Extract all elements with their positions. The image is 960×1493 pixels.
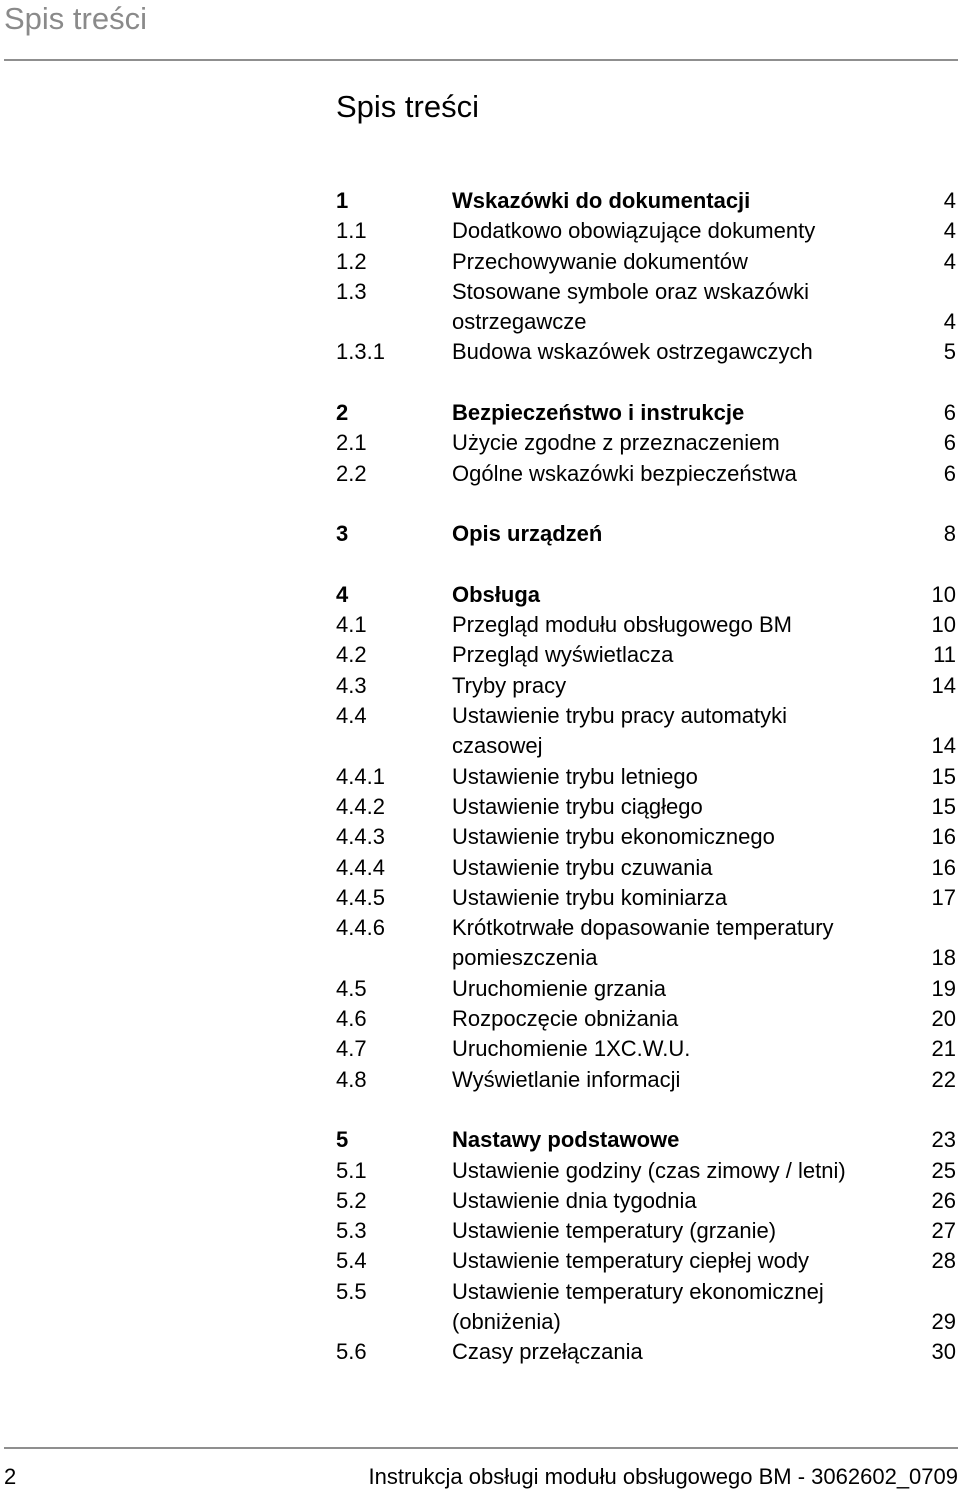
table-of-contents <box>336 186 960 1368</box>
toc-entry-title: Ustawienie godziny (czas zimowy / letni) <box>452 1157 846 1183</box>
toc-entry-title: Wskazówki do dokumentacji <box>452 188 751 213</box>
toc-entry-page: 14 <box>931 733 956 759</box>
toc-entry-row[interactable] <box>336 943 960 973</box>
toc-spacer <box>336 550 960 580</box>
toc-entry-number: 4.4.3 <box>336 824 385 850</box>
toc-entry-number: 4.6 <box>336 1006 367 1032</box>
toc-entry-title: Przegląd wyświetlacza <box>452 642 674 668</box>
toc-entry-number: 5.1 <box>336 1157 367 1183</box>
toc-entry-title: Dodatkowo obowiązujące dokumenty <box>452 218 816 244</box>
toc-entry-page: 6 <box>943 430 956 456</box>
toc-entry-page: 14 <box>931 672 956 698</box>
toc-chapter-row[interactable] <box>336 580 960 610</box>
toc-entry-page: 30 <box>931 1339 956 1365</box>
toc-entry-title: Ustawienie trybu kominiarza <box>452 884 728 910</box>
toc-entry-row[interactable] <box>336 822 960 852</box>
toc-entry-number: 1.3 <box>336 278 367 304</box>
toc-entry-title: Ustawienie trybu czuwania <box>452 854 713 880</box>
toc-entry-row[interactable] <box>336 1065 960 1095</box>
toc-entry-title: Ustawienie temperatury ekonomicznej <box>452 1278 824 1304</box>
toc-entry-number: 1 <box>336 188 349 213</box>
toc-spacer <box>336 1095 960 1125</box>
page-title: Spis treści <box>336 89 479 124</box>
toc-entry-number: 5.6 <box>336 1339 367 1365</box>
toc-spacer <box>336 368 960 398</box>
toc-entry-title: Krótkotrwałe dopasowanie temperatury <box>452 915 834 941</box>
toc-entry-row[interactable] <box>336 792 960 822</box>
toc-entry-title: ostrzegawcze <box>452 309 587 335</box>
toc-entry-number: 1.2 <box>336 248 367 274</box>
toc-entry-row[interactable] <box>336 1034 960 1064</box>
toc-entry-title: Uruchomienie 1XC.W.U. <box>452 1036 691 1062</box>
toc-entry-row[interactable] <box>336 731 960 761</box>
toc-entry-title: Ustawienie trybu ekonomicznego <box>452 824 775 850</box>
toc-entry-title: Ustawienie dnia tygodnia <box>452 1187 697 1213</box>
toc-entry-number: 5 <box>336 1127 349 1153</box>
toc-entry-number: 2.2 <box>336 460 367 486</box>
toc-entry-page: 27 <box>931 1218 956 1244</box>
running-header-title: Spis treści <box>4 1 147 36</box>
toc-entry-row[interactable] <box>336 883 960 913</box>
toc-entry-page: 4 <box>943 248 956 274</box>
toc-entry-title: (obniżenia) <box>452 1308 561 1334</box>
footer-document-title: Instrukcja obsługi modułu obsługowego BM - 3062602_0709 <box>368 1464 958 1489</box>
toc-entry-page: 11 <box>933 642 956 668</box>
toc-entry-row[interactable] <box>336 1156 960 1186</box>
toc-entry-title: Ustawienie trybu letniego <box>452 763 698 789</box>
toc-spacer <box>336 489 960 519</box>
toc-entry-number: 4.3 <box>336 672 367 698</box>
toc-entry-row[interactable] <box>336 853 960 883</box>
toc-entry-number: 5.2 <box>336 1187 367 1213</box>
toc-entry-row[interactable] <box>336 459 960 489</box>
toc-entry-page: 10 <box>931 612 956 638</box>
toc-entry-title: Opis urządzeń <box>452 521 603 547</box>
toc-entry-page: 6 <box>943 460 956 486</box>
toc-entry-page: 10 <box>931 581 956 607</box>
toc-entry-title: Nastawy podstawowe <box>452 1127 680 1153</box>
toc-entry-number: 4.7 <box>336 1036 367 1062</box>
toc-entry-page: 26 <box>931 1187 956 1213</box>
toc-entry-page: 18 <box>931 945 956 971</box>
toc-entry-number: 4 <box>336 581 349 607</box>
toc-entry-page: 16 <box>931 854 956 880</box>
toc-entry-title: Ustawienie temperatury ciepłej wody <box>452 1248 810 1274</box>
toc-entry-page: 16 <box>931 824 956 850</box>
toc-entry-page: 21 <box>931 1036 956 1062</box>
toc-entry-title: Przechowywanie dokumentów <box>452 248 748 274</box>
toc-entry-page: 6 <box>943 400 956 426</box>
toc-entry-title: Czasy przełączania <box>452 1339 643 1365</box>
toc-entry-number: 4.4.2 <box>336 793 385 819</box>
toc-entry-row[interactable] <box>336 1337 960 1367</box>
toc-entry-title: Stosowane symbole oraz wskazówki <box>452 278 810 304</box>
toc-entry-row[interactable] <box>336 762 960 792</box>
toc-entry-row[interactable] <box>336 1216 960 1246</box>
header-divider <box>4 59 958 61</box>
toc-entry-page: 4 <box>943 218 956 244</box>
toc-entry-row[interactable] <box>336 1307 960 1337</box>
toc-entry-page: 29 <box>931 1308 956 1334</box>
toc-entry-title: pomieszczenia <box>452 945 598 971</box>
toc-entry-row[interactable] <box>336 1277 960 1307</box>
toc-entry-title: Ustawienie temperatury (grzanie) <box>452 1218 777 1244</box>
toc-entry-page: 25 <box>931 1157 956 1183</box>
toc-entry-title: Budowa wskazówek ostrzegawczych <box>452 339 813 365</box>
toc-entry-title: Obsługa <box>452 581 541 607</box>
toc-entry-page: 17 <box>931 884 956 910</box>
toc-entry-row[interactable] <box>336 1186 960 1216</box>
toc-entry-title: Tryby pracy <box>452 672 567 698</box>
toc-entry-number: 3 <box>336 521 349 547</box>
toc-entry-row[interactable] <box>336 428 960 458</box>
toc-entry-row[interactable] <box>336 307 960 337</box>
toc-entry-number: 4.4.5 <box>336 884 385 910</box>
toc-entry-page: 4 <box>943 188 956 213</box>
footer-page-number: 2 <box>4 1464 17 1489</box>
toc-entry-title: Ustawienie trybu ciągłego <box>452 793 703 819</box>
toc-entry-number: 1.1 <box>336 218 367 244</box>
toc-entry-title: Ustawienie trybu pracy automatyki <box>452 703 788 729</box>
toc-entry-number: 1.3.1 <box>336 339 385 365</box>
toc-entry-page: 22 <box>931 1066 956 1092</box>
toc-entry-row[interactable] <box>336 671 960 701</box>
toc-entry-number: 4.5 <box>336 975 367 1001</box>
toc-entry-page: 5 <box>943 339 956 365</box>
toc-entry-row[interactable] <box>336 640 960 670</box>
toc-entry-page: 15 <box>931 763 956 789</box>
toc-chapter-row[interactable] <box>336 186 960 216</box>
toc-entry-row[interactable] <box>336 277 960 307</box>
toc-entry-page: 23 <box>931 1127 956 1153</box>
toc-entry-page: 28 <box>931 1248 956 1274</box>
toc-entry-title: czasowej <box>452 733 543 759</box>
toc-entry-number: 4.4.6 <box>336 915 385 941</box>
toc-chapter-row[interactable] <box>336 398 960 428</box>
toc-entry-title: Rozpoczęcie obniżania <box>452 1006 679 1032</box>
toc-entry-title: Uruchomienie grzania <box>452 975 666 1001</box>
toc-entry-number: 5.4 <box>336 1248 367 1274</box>
toc-entry-row[interactable] <box>336 913 960 943</box>
toc-entry-number: 4.8 <box>336 1066 367 1092</box>
toc-entry-row[interactable] <box>336 1246 960 1276</box>
toc-entry-number: 4.2 <box>336 642 367 668</box>
toc-entry-title: Wyświetlanie informacji <box>452 1066 681 1092</box>
toc-entry-page: 20 <box>931 1006 956 1032</box>
toc-entry-number: 4.1 <box>336 612 367 638</box>
toc-entry-title: Bezpieczeństwo i instrukcje <box>452 400 745 426</box>
toc-entry-row[interactable] <box>336 216 960 246</box>
footer-divider <box>4 1447 958 1449</box>
toc-entry-row[interactable] <box>336 701 960 731</box>
toc-entry-number: 4.4.1 <box>336 763 385 789</box>
toc-entry-title: Użycie zgodne z przeznaczeniem <box>452 430 780 456</box>
toc-entry-number: 4.4.4 <box>336 854 385 880</box>
toc-entry-row[interactable] <box>336 610 960 640</box>
toc-entry-page: 4 <box>943 309 956 335</box>
toc-entry-number: 2.1 <box>336 430 367 456</box>
toc-entry-title: Ogólne wskazówki bezpieczeństwa <box>452 460 797 486</box>
toc-entry-number: 5.5 <box>336 1278 367 1304</box>
toc-entry-number: 2 <box>336 400 349 426</box>
toc-entry-row[interactable] <box>336 974 960 1004</box>
toc-entry-number: 4.4 <box>336 703 367 729</box>
toc-entry-row[interactable] <box>336 247 960 277</box>
toc-chapter-row[interactable] <box>336 1125 960 1155</box>
toc-entry-page: 8 <box>943 521 956 547</box>
toc-entry-row[interactable] <box>336 1004 960 1034</box>
toc-chapter-row[interactable] <box>336 519 960 549</box>
toc-entry-page: 19 <box>931 975 956 1001</box>
toc-entry-page: 15 <box>931 793 956 819</box>
toc-entry-row[interactable] <box>336 337 960 367</box>
toc-entry-title: Przegląd modułu obsługowego BM <box>452 612 792 638</box>
toc-entry-number: 5.3 <box>336 1218 367 1244</box>
